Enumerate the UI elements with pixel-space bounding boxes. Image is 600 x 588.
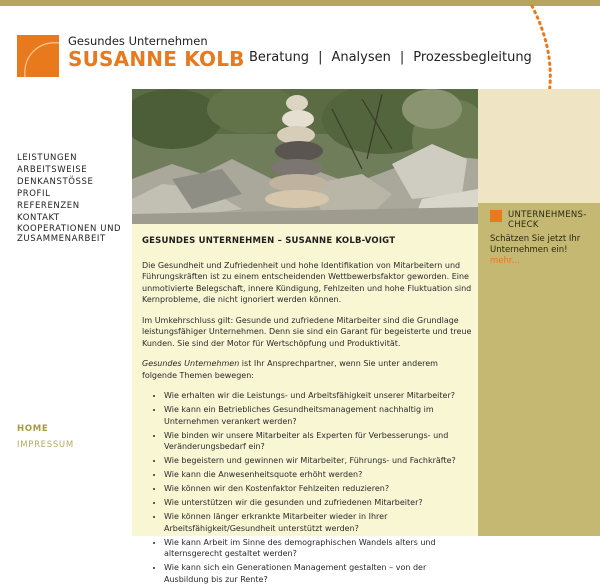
list-item: • Wie erhalten wir die Leistungs- und Arbeitsfähigkeit unserer Mitarbeiter? (164, 390, 472, 402)
sidebar-item-profil[interactable]: PROFIL (17, 188, 51, 199)
check-text (490, 234, 598, 267)
check-title-line1: UNTERNEHMENS- (508, 210, 587, 220)
themes-paragraph (142, 358, 472, 381)
sidebar-item-arbeitsweise[interactable]: ARBEITSWEISE (17, 164, 88, 175)
list-item: • Wie binden wir unsere Mitarbeiter als Experten für Verbesserungs- und Veränderungsbedarf ein? (164, 430, 472, 453)
check-more-link[interactable]: mehr... (490, 256, 520, 266)
themes-text: ist Ihr Ansprechpartner, wenn Sie unter anderem folgende Themen bewegen: (142, 359, 438, 380)
list-item: • Wie können länger erkrankte Mitarbeiter wieder in Ihrer Arbeitsfähigkeit/Gesundheit unterstützt werden? (164, 511, 472, 534)
check-description: Schätzen Sie jetzt Ihr Unternehmen ein! (490, 234, 581, 255)
second-paragraph: Im Umkehrschluss gilt: Gesunde und zufriedene Mitarbeiter sind die Grundlage leistungsfähiger Unternehmen. Denn sie sind ein Garant für begeisterte und treue Kunden. Sie sind der Motor für Wertschöpfung und Produktivität. (142, 315, 472, 348)
sidebar-item-referenzen[interactable]: REFERENZEN (17, 200, 80, 211)
nav-beratung[interactable]: Beratung (249, 50, 310, 65)
list-item: • Wie kann ein Betriebliches Gesundheitsmanagement nachhaltig im Unternehmen verankert werden? (164, 404, 472, 427)
nav-prozessbegleitung[interactable]: Prozessbegleitung (413, 50, 532, 65)
list-item: • Wie unterstützen wir die gesunden und zufriedenen Mitarbeiter? (164, 497, 472, 509)
page-title: GESUNDES UNTERNEHMEN – SUSANNE KOLB-VOIGT (142, 236, 396, 246)
nav-separator: | (399, 50, 405, 65)
right-column (478, 89, 600, 536)
unternehmens-check-title[interactable] (508, 210, 587, 230)
logo-name[interactable]: SUSANNE KOLB (68, 47, 245, 71)
sidebar-home-link[interactable]: HOME (17, 424, 49, 434)
stone-stack-photo (132, 89, 478, 224)
list-item: • Wie kann Arbeit im Sinne des demographischen Wandels alters und alternsgerecht gestaltet werden? (164, 537, 472, 560)
main-content (132, 224, 478, 584)
right-photo-extension (478, 89, 600, 203)
list-item: • Wie kann die Anwesenheitsquote erhöht werden? (164, 469, 472, 481)
sidebar-impressum-link[interactable]: IMPRESSUM (17, 440, 74, 450)
sidebar-item-kontakt[interactable]: KONTAKT (17, 212, 60, 223)
nav-analysen[interactable]: Analysen (331, 50, 391, 65)
intro-paragraph: Die Gesundheit und Zufriedenheit und hohe Identifikation von Mitarbeitern und Führungskräften ist zu einem entscheidenden Wettbewerbsfaktor geworden. Eine unmotivierte Belegschaft, innere Kündigung, Fehlzeiten und hohe Fluktuation sind Kernprobleme, die nicht ignoriert werden können. (142, 260, 472, 304)
list-item: • Wie können wir den Kostenfaktor Fehlzeiten reduzieren? (164, 483, 472, 495)
question-list (142, 390, 472, 585)
sidebar-item-denkanstoesse[interactable]: DENKANSTÖSSE (17, 176, 94, 187)
logo-icon[interactable] (17, 35, 59, 77)
list-item: • Wie begeistern und gewinnen wir Mitarbeiter, Führungs- und Fachkräfte? (164, 455, 472, 467)
list-item: • Wie kann sich ein Generationen Management gestalten – von der Ausbildung bis zur Rente? (164, 562, 472, 585)
check-square-icon (490, 210, 502, 222)
sidebar-item-kooperationen[interactable]: KOOPERATIONEN UND ZUSAMMENARBEIT (17, 224, 122, 245)
logo-tagline: Gesundes Unternehmen (68, 34, 208, 48)
nav-separator: | (318, 50, 323, 65)
sidebar-item-leistungen[interactable]: LEISTUNGEN (17, 153, 78, 163)
sidebar-navigation (17, 153, 122, 244)
top-navigation (249, 50, 532, 65)
brand-emphasis: Gesundes Unternehmen (142, 359, 240, 368)
check-title-line2: CHECK (508, 220, 539, 230)
